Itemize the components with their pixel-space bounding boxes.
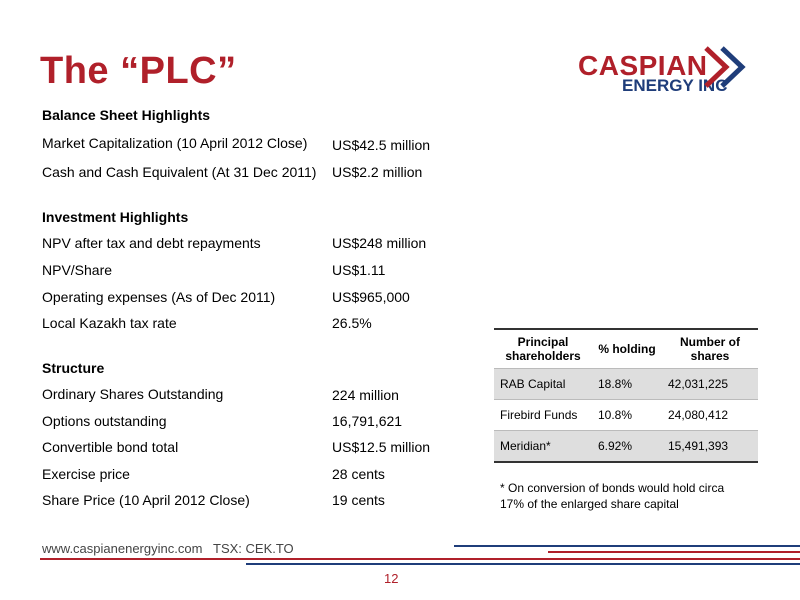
logo-energy-text: ENERGY INC	[622, 76, 728, 95]
chevron-arrows-icon	[702, 46, 748, 88]
exercise-price-label: Exercise price	[42, 466, 130, 482]
shareholder-shares: 15,491,393	[662, 431, 758, 463]
conversion-footnote: * On conversion of bonds would hold circa 17% of the enlarged share capital	[500, 481, 725, 511]
market-cap-value: US$42.5 million	[332, 137, 431, 153]
col-header-shareholders: Principal shareholders	[505, 335, 581, 363]
slide-title: The “PLC”	[40, 50, 237, 92]
col-header-shares: Number of shares	[680, 335, 740, 363]
company-logo	[574, 44, 754, 96]
shareholder-holding: 10.8%	[592, 400, 662, 431]
table-row	[494, 400, 758, 431]
options-label: Options outstanding	[42, 413, 167, 429]
bond-label: Convertible bond total	[42, 439, 179, 455]
npv-share-value: US$1.11	[332, 262, 386, 278]
npv-value: US$248 million	[332, 235, 427, 251]
footer-website: www.caspianenergyinc.com TSX: CEK.TO	[42, 541, 294, 556]
tax-rate-label: Local Kazakh tax rate	[42, 315, 177, 331]
npv-label: NPV after tax and debt repayments	[42, 235, 261, 251]
page-number: 12	[384, 571, 399, 586]
col-header-holding: % holding	[598, 342, 656, 356]
table-row	[494, 369, 758, 400]
shareholder-name: RAB Capital	[494, 369, 592, 400]
exercise-price-value: 28 cents	[332, 466, 385, 482]
investment-heading: Investment Highlights	[42, 209, 189, 225]
shareholder-holding: 6.92%	[592, 431, 662, 463]
logo-caspian-text: CASPIAN	[578, 50, 708, 81]
bond-value: US$12.5 million	[332, 439, 431, 455]
cash-label: Cash and Cash Equivalent (At 31 Dec 2011)	[42, 164, 317, 180]
balance-sheet-heading: Balance Sheet Highlights	[42, 107, 211, 123]
shareholder-holding: 18.8%	[592, 369, 662, 400]
shareholders-table	[494, 328, 758, 463]
shareholder-shares: 42,031,225	[662, 369, 758, 400]
shares-outstanding-value: 224 million	[332, 387, 399, 403]
table-header-row	[494, 329, 758, 369]
opex-label: Operating expenses (As of Dec 2011)	[42, 289, 276, 305]
cash-value: US$2.2 million	[332, 164, 423, 180]
table-row	[494, 431, 758, 463]
shares-outstanding-label: Ordinary Shares Outstanding	[42, 386, 224, 402]
options-value: 16,791,621	[332, 413, 403, 429]
tax-rate-value: 26.5%	[332, 315, 372, 331]
opex-value: US$965,000	[332, 289, 410, 305]
shareholder-shares: 24,080,412	[662, 400, 758, 431]
structure-heading: Structure	[42, 360, 105, 376]
market-cap-label: Market Capitalization (10 April 2012 Close)	[42, 135, 308, 151]
shareholder-name: Firebird Funds	[494, 400, 592, 431]
shareholder-name: Meridian*	[494, 431, 592, 463]
share-price-value: 19 cents	[332, 492, 385, 508]
share-price-label: Share Price (10 April 2012 Close)	[42, 492, 250, 508]
npv-share-label: NPV/Share	[42, 262, 113, 278]
